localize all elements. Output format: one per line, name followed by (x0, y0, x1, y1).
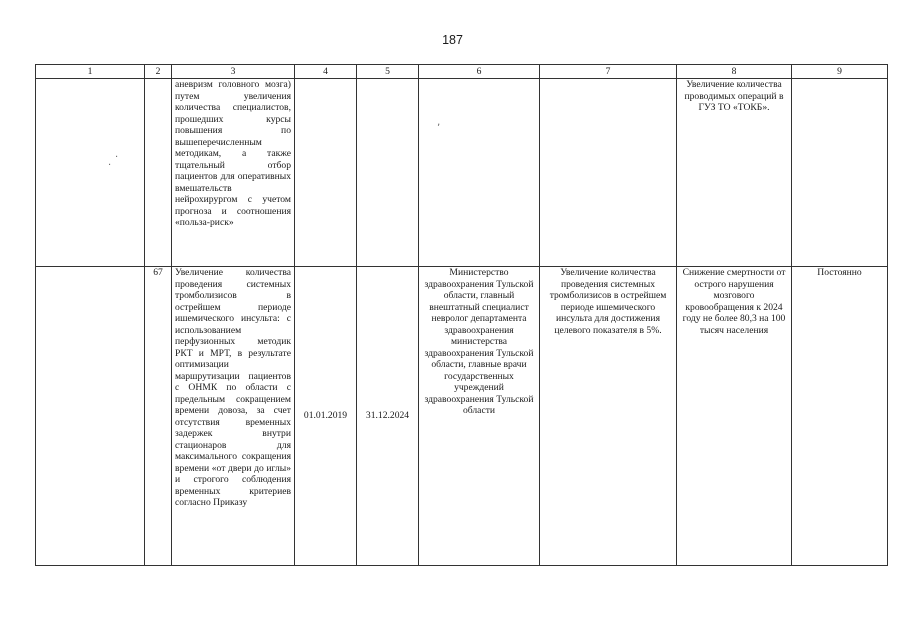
measures-table (35, 64, 888, 566)
scan-speck: · (108, 160, 112, 171)
cell-section (36, 267, 145, 566)
column-header-6: 6 (419, 65, 540, 79)
column-number-row (36, 65, 888, 79)
cell-measure: Увеличение количества проведения системных тромболизисов в острейшем периоде ишемического инсульта: с использованием перфузионных методик РКТ и МРТ, в результате оптимизации маршрутизации пациентов с ОНМК по области с предельным сокращением времени довоза, за счет отсутствия временных задержек внутри стационаров для максимального сокращения времени «от двери до иглы» и строгого соблюдения временных критериев согласно Приказу (172, 267, 295, 566)
cell-start-date (295, 79, 357, 267)
page-number: 187 (442, 33, 463, 47)
cell-frequency (792, 79, 888, 267)
cell-number: 67 (145, 267, 172, 566)
scan-speck: ‚ (437, 117, 441, 128)
column-header-4: 4 (295, 65, 357, 79)
cell-end-date (357, 79, 419, 267)
cell-result (540, 79, 677, 267)
table-row (36, 267, 888, 566)
scan-speck: · (115, 152, 119, 163)
cell-section (36, 79, 145, 267)
cell-indicator: Увеличение количества проводимых операций в ГУЗ ТО «ТОКБ». (677, 79, 792, 267)
column-header-2: 2 (145, 65, 172, 79)
column-header-7: 7 (540, 65, 677, 79)
column-header-8: 8 (677, 65, 792, 79)
cell-end-date: 31.12.2024 (357, 267, 419, 566)
cell-frequency: Постоянно (792, 267, 888, 566)
table-row (36, 79, 888, 267)
cell-start-date: 01.01.2019 (295, 267, 357, 566)
cell-result: Увеличение количества проведения системных тромболизисов в острейшем периоде ишемического инсульта для достижения целевого показателя в 5%. (540, 267, 677, 566)
cell-indicator: Снижение смертности от острого нарушения мозгового кровообращения к 2024 году не более 80,3 на 100 тысяч населения (677, 267, 792, 566)
cell-responsible: Министерство здравоохранения Тульской области, главный внештатный специалист невролог департамента здравоохранения министерства здравоохранения Тульской области, главные врачи государственных учреждений здравоохранения Тульской области (419, 267, 540, 566)
column-header-1: 1 (36, 65, 145, 79)
column-header-5: 5 (357, 65, 419, 79)
column-header-9: 9 (792, 65, 888, 79)
column-header-3: 3 (172, 65, 295, 79)
cell-number (145, 79, 172, 267)
cell-measure: аневризм головного мозга) путем увеличения количества специалистов, прошедших курсы повышения по вышеперечисленным методикам, а также тщательный отбор пациентов для оперативных вмешательств нейрохирургом с учетом прогноза и соотношения «польза-риск» (172, 79, 295, 267)
cell-responsible (419, 79, 540, 267)
